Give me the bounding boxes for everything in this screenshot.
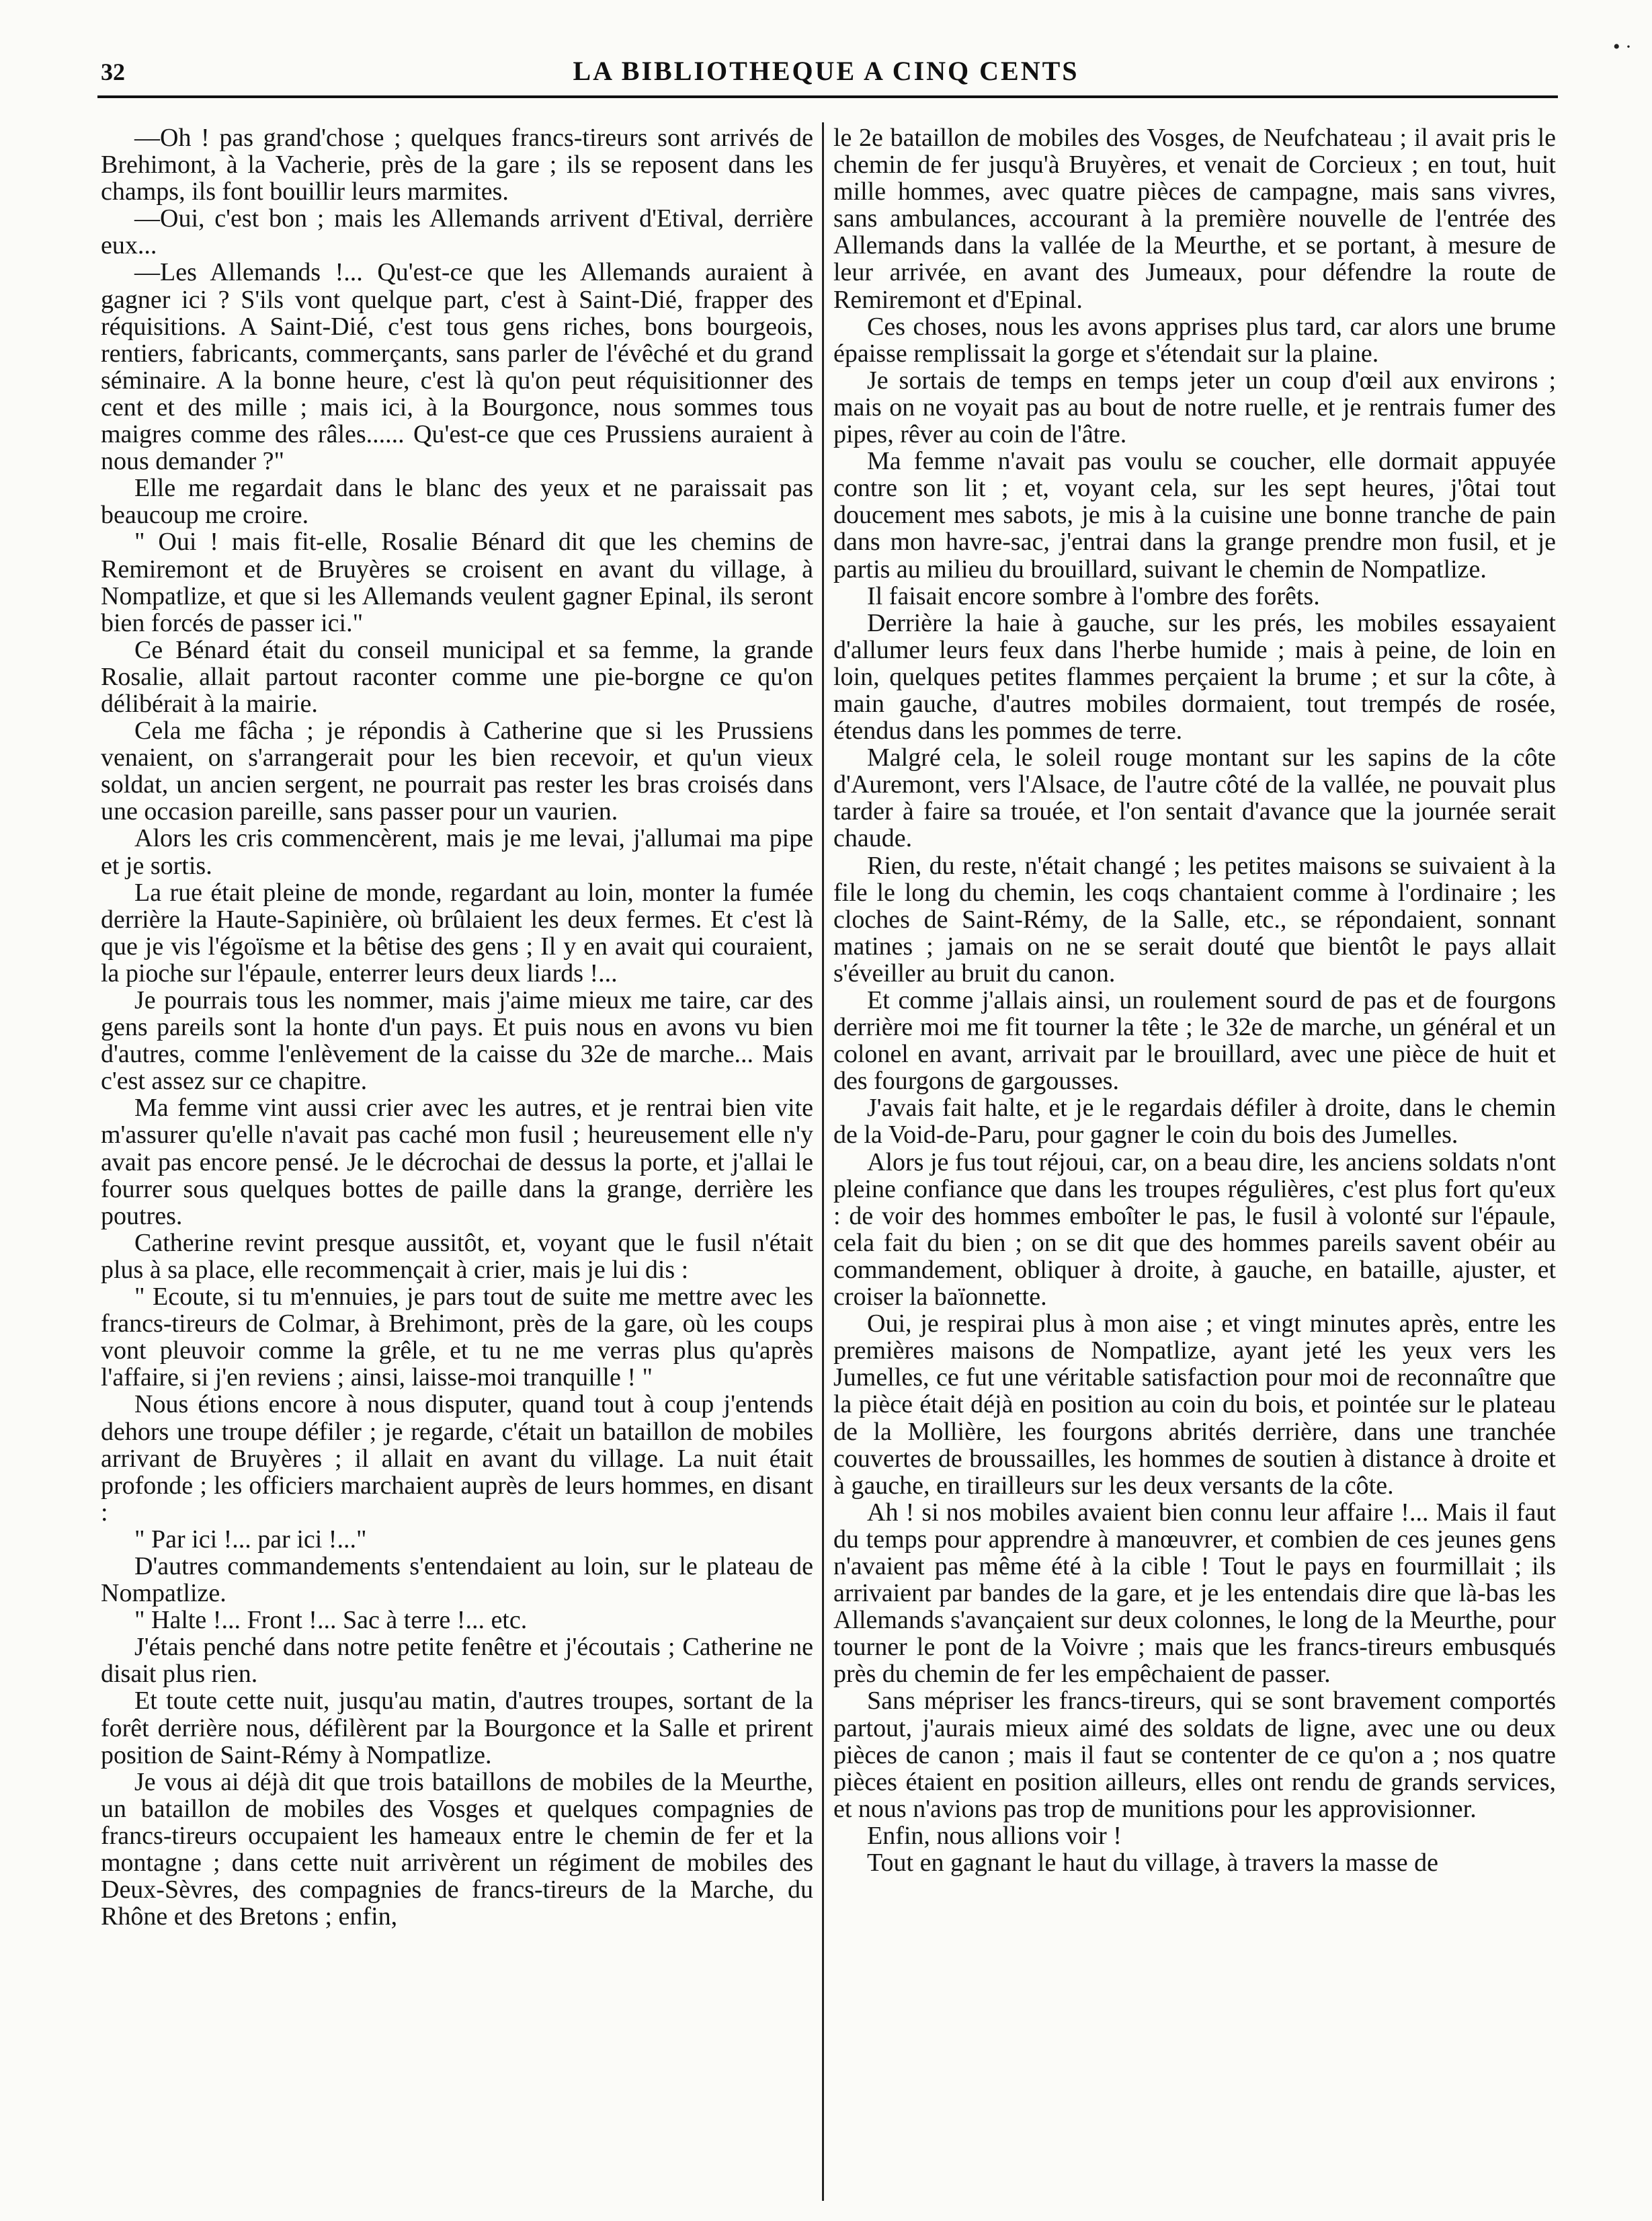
paragraph: Catherine revint presque aussitôt, et, voyant que le fusil n'était plus à sa place, elle recommençait à crier, mais je lui dis : xyxy=(101,1228,813,1284)
paragraph: La rue était pleine de monde, regardant au loin, monter la fumée derrière la Haute-Sapinière, où brûlaient les deux fermes. Et c'est là que je vis l'égoïsme et la bêtise des gens ; Il y en avait qui couraient, la pioche sur l'épaule, enterrer leurs deux liards !... xyxy=(101,878,813,987)
paragraph: Malgré cela, le soleil rouge montant sur les sapins de la côte d'Auremont, vers l'Alsace, de l'autre côté de la vallée, ne pouvait plus tarder à faire sa trouée, et l'on sentait d'avance que la journée serait chaude. xyxy=(833,743,1556,853)
paragraph: " Halte !... Front !... Sac à terre !... etc. xyxy=(134,1606,528,1635)
paragraph: Derrière la haie à gauche, sur les prés, les mobiles essayaient d'allumer leurs feux dans l'herbe humide ; mais à peine, de loin en loin, quelques petites flammes perçaient la brume ; et sur la côte, à main gauche, d'autres mobiles dormaient, tout trempés de rosée, étendus dans les pommes de terre. xyxy=(833,608,1556,745)
column-divider xyxy=(822,122,824,2201)
paragraph: Il faisait encore sombre à l'ombre des forêts. xyxy=(867,581,1320,610)
right-column xyxy=(833,124,1556,2202)
paragraph: —Oui, c'est bon ; mais les Allemands arrivent d'Etival, derrière eux... xyxy=(101,204,813,260)
paragraph: Sans mépriser les francs-tireurs, qui se sont bravement comportés partout, j'aurais mieux aimé des soldats de ligne, avec une ou deux pièces de canon ; mais il faut se contenter de ce qu'on a ; nos quatre pièces étaient en position ailleurs, elles ont rendu de grands services, et nous n'avions pas trop de munitions pour les approvisionner. xyxy=(833,1687,1556,1823)
paragraph: Ah ! si nos mobiles avaient bien connu leur affaire !... Mais il faut du temps pour apprendre à manœuvrer, et combien de ces jeunes gens n'avaient pas même été à la cible ! Tout le pays en fourmillait ; ils arrivaient par bandes de la gare, et je les entendais dire que là-bas les Allemands s'avançaient sur deux colonnes, le long de la Meurthe, pour tourner le pont de la Voivre ; mais que les francs-tireurs embusqués près du chemin de fer les empêchaient de passer. xyxy=(833,1498,1556,1689)
paragraph: " Ecoute, si tu m'ennuies, je pars tout de suite me mettre avec les francs-tireurs de Colmar, à Brehimont, près de la gare, où les coups vont pleuvoir comme la grêle, et tu ne me verras plus qu'après l'affaire, si j'en reviens ; ainsi, laisse-moi tranquille ! " xyxy=(101,1283,813,1392)
paragraph: Et comme j'allais ainsi, un roulement sourd de pas et de fourgons derrière moi me fit tourner la tête ; le 32e de marche, un général et un colonel en avant, arrivait par le brouillard, avec une pièce de huit et des fourgons de gargousses. xyxy=(833,986,1556,1096)
paragraph: Je sortais de temps en temps jeter un coup d'œil aux environs ; mais on ne voyait pas au bout de notre ruelle, et je rentrais fumer des pipes, rêver au coin de l'âtre. xyxy=(833,366,1556,449)
header-rule xyxy=(97,95,1558,98)
paragraph: " Oui ! mais fit-elle, Rosalie Bénard dit que les chemins de Remiremont et de Bruyères se croisent en avant du village, à Nompatlize, et que si les Allemands veulent gagner Epinal, ils seront bien forcés de passer ici." xyxy=(101,528,813,637)
paragraph: Alors je fus tout réjoui, car, on a beau dire, les anciens soldats n'ont pleine confiance que dans les troupes régulières, c'est plus fort qu'eux : de voir des hommes emboîter le pas, le fusil à volonté sur l'épaule, cela fait du bien ; on se dit que des hommes pareils savent obéir au commandement, obliquer à droite, à gauche, en bataille, ajuster, et croiser la baïonnette. xyxy=(833,1147,1556,1311)
paragraph: D'autres commandements s'entendaient au loin, sur le plateau de Nompatlize. xyxy=(101,1551,813,1608)
paragraph: Oui, je respirai plus à mon aise ; et vingt minutes après, entre les premières maisons de Nompatlize, ayant jeté les yeux vers les Jumelles, ce fut une véritable satisfaction pour moi de reconnaître que la pièce était déjà en position au coin du bois, et pointée sur le plateau de la Mollière, les fourgons abrités derrière, dans une tranchée couvertes de broussailles, les hommes de soutien à distance à droite et à gauche, en tirailleurs sur les deux versants de la côte. xyxy=(833,1309,1556,1500)
paragraph: Alors les cris commencèrent, mais je me levai, j'allumai ma pipe et je sortis. xyxy=(101,824,813,880)
paragraph: Enfin, nous allions voir ! xyxy=(867,1821,1122,1850)
page-header xyxy=(101,52,1551,93)
paragraph: Je pourrais tous les nommer, mais j'aime mieux me taire, car des gens pareils sont la honte d'un pays. Et puis nous en avons vu bien d'autres, comme l'enlèvement de la caisse du 32e de marche... Mais c'est assez sur ce chapitre. xyxy=(101,986,813,1096)
paragraph: —Oh ! pas grand'chose ; quelques francs-tireurs sont arrivés de Brehimont, à la Vacherie, près de la gare ; ils se reposent dans les champs, ils font bouillir leurs marmites. xyxy=(101,124,813,206)
paragraph: —Les Allemands !... Qu'est-ce que les Allemands auraient à gagner ici ? S'ils vont quelque part, c'est à Saint-Dié, frapper des réquisitions. A Saint-Dié, c'est tous gens riches, bons bourgeois, rentiers, fabricants, commerçants, sans parler de l'évêché et du grand séminaire. A la bonne heure, c'est là qu'on peut réquisitionner des cent et des mille ; mais ici, à la Bourgonce, nous sommes tous maigres comme des râles...... Qu'est-ce que ces Prussiens auraient à nous demander ?" xyxy=(101,258,813,476)
paragraph: Ce Bénard était du conseil municipal et sa femme, la grande Rosalie, allait partout raconter comme une pie-borgne ce qu'on délibérait à la mairie. xyxy=(101,635,813,718)
paragraph: Nous étions encore à nous disputer, quand tout à coup j'entends dehors une troupe défiler ; je regarde, c'était un bataillon de mobiles arrivant de Bruyères ; il allait en avant du village. La nuit était profonde ; les officiers marchaient auprès de leurs hommes, en disant : xyxy=(101,1390,813,1527)
paragraph: Cela me fâcha ; je répondis à Catherine que si les Prussiens venaient, on s'arrangerait pour les bien recevoir, et qu'un vieux soldat, un ancien sergent, ne pourrait pas rester les bras croisés dans une occasion pareille, sans passer pour un vaurien. xyxy=(101,717,813,826)
margin-marks: • · xyxy=(1613,36,1632,58)
paragraph: " Par ici !... par ici !..." xyxy=(134,1525,367,1553)
paragraph: Tout en gagnant le haut du village, à travers la masse de xyxy=(867,1849,1438,1877)
paragraph: Et toute cette nuit, jusqu'au matin, d'autres troupes, sortant de la forêt derrière nous, défilèrent par la Bourgonce et la Salle et prirent position de Saint-Rémy à Nompatlize. xyxy=(101,1687,813,1769)
paragraph: le 2e bataillon de mobiles des Vosges, de Neufchateau ; il avait pris le chemin de fer jusqu'à Bruyères, et venait de Corcieux ; en tout, huit mille hommes, avec quatre pièces de campagne, mais sans vivres, sans ambulances, accourant à la première nouvelle de l'entrée des Allemands dans la vallée de la Meurthe, et se portant, à mesure de leur arrivée, en avant des Jumeaux, pour défendre la route de Remiremont et d'Epinal. xyxy=(833,124,1556,314)
running-title: LA BIBLIOTHEQUE A CINQ CENTS xyxy=(573,56,1079,86)
paragraph: J'étais penché dans notre petite fenêtre et j'écoutais ; Catherine ne disait plus rien. xyxy=(101,1633,813,1689)
paragraph: Elle me regardait dans le blanc des yeux et ne paraissait pas beaucoup me croire. xyxy=(101,474,813,530)
paragraph: Rien, du reste, n'était changé ; les petites maisons se suivaient à la file le long du chemin, les coqs chantaient comme à l'ordinaire ; les cloches de Saint-Rémy, de la Salle, etc., se répondaient, sonnant matines ; jamais on ne se serait douté que bientôt le pays allait s'éveiller au bruit du canon. xyxy=(833,851,1556,987)
paragraph: Je vous ai déjà dit que trois bataillons de mobiles de la Meurthe, un bataillon de mobiles des Vosges et quelques compagnies de francs-tireurs occupaient les hameaux entre le chemin de fer et la montagne ; dans cette nuit arrivèrent un régiment de mobiles des Deux-Sèvres, des compagnies de francs-tireurs de la Marche, du Rhône et des Bretons ; enfin, xyxy=(101,1767,813,1931)
paragraph: Ma femme n'avait pas voulu se coucher, elle dormait appuyée contre son lit ; et, voyant cela, sur les sept heures, j'ôtai tout doucement mes sabots, je mis à la cuisine une bonne tranche de pain dans mon havre-sac, j'entrai dans la grange prendre mon fusil, et je partis au milieu du brouillard, suivant le chemin de Nompatlize. xyxy=(833,447,1556,583)
left-column xyxy=(101,124,813,2202)
page-number: 32 xyxy=(101,58,125,85)
paragraph: J'avais fait halte, et je le regardais défiler à droite, dans le chemin de la Void-de-Paru, pour gagner le coin du bois des Jumelles. xyxy=(833,1094,1556,1149)
paragraph: Ma femme vint aussi crier avec les autres, et je rentrai bien vite m'assurer qu'elle n'avait pas caché mon fusil ; heureusement elle n'y avait pas encore pensé. Je le décrochai de dessus la porte, et j'allai le fourrer sous quelques bottes de paille dans la grange, derrière les poutres. xyxy=(101,1094,813,1230)
paragraph: Ces choses, nous les avons apprises plus tard, car alors une brume épaisse remplissait la gorge et s'étendait sur la plaine. xyxy=(833,312,1556,368)
